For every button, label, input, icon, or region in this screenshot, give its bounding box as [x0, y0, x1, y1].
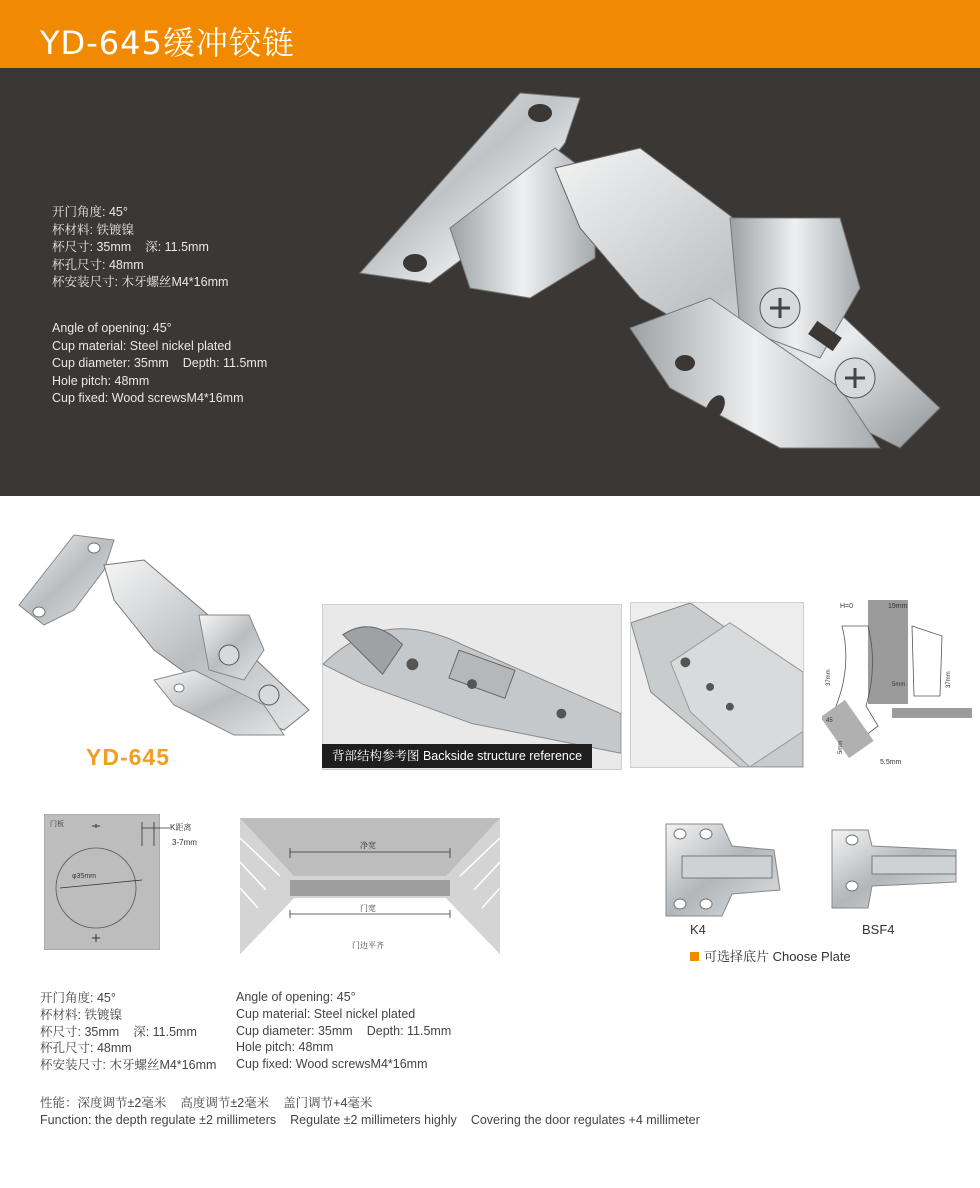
- dim-h: H=0: [840, 603, 854, 610]
- function-en: Function: the depth regulate ±2 millimeters Regulate ±2 millimeters highly Covering the door regulates +4 millimeter: [40, 1113, 700, 1127]
- side-diagram: [822, 596, 972, 772]
- hero-banner: [0, 68, 980, 496]
- dim-mid: 5mm: [892, 682, 906, 688]
- backside-caption: 背部结构参考图 Backside structure reference: [322, 744, 592, 768]
- width-flush-label: 门边平齐: [352, 941, 384, 950]
- product-hinge-image: [14, 530, 314, 750]
- width-diagram: [240, 818, 500, 954]
- dim-small: 5mm: [838, 740, 844, 754]
- hero-specs-en: Angle of opening: 45° Cup material: Steel nickel plated Cup diameter: 35mm Depth: 11.5mm Hole pitch: 48mm Cup fixed: Wood screwsM4*16mm: [52, 321, 268, 405]
- orange-square-icon: [690, 952, 699, 961]
- door-panel-label: 门板: [50, 821, 64, 828]
- dim-bottom: 5.5mm: [880, 759, 902, 766]
- hero-hinge-image: [340, 68, 960, 488]
- header-bar: [0, 0, 980, 68]
- plate-bsf4-label: BSF4: [862, 922, 895, 937]
- dim-angle: 45: [826, 718, 833, 724]
- door-k-label: K距离: [170, 823, 192, 832]
- model-label: YD-645: [86, 744, 170, 770]
- door-k-arrow: [140, 820, 170, 846]
- specs-en: Angle of opening: 45° Cup material: Steel nickel plated Cup diameter: 35mm Depth: 11.5mm Hole pitch: 48mm Cup fixed: Wood screwsM4*16mm: [236, 990, 452, 1072]
- width-door-label: 门宽: [360, 904, 376, 913]
- door-dia-label: φ35mm: [72, 873, 96, 880]
- dim-left: 37mm: [826, 669, 832, 686]
- specs-cn: 开门角度: 45° 杯材料: 铁镀镍 杯尺寸: 35mm 深: 11.5mm 杯孔尺寸: 48mm 杯安装尺寸: 木牙螺丝M4*16mm: [40, 991, 217, 1073]
- width-net-label: 净宽: [360, 841, 376, 850]
- door-range-label: 3-7mm: [172, 838, 197, 847]
- function-cn: 性能：深度调节±2毫米 高度调节±2毫米 盖门调节+4毫米: [40, 1096, 373, 1110]
- plate-k4-label: K4: [690, 922, 706, 937]
- page-title: YD-645缓冲铰链: [40, 24, 295, 62]
- dim-top: 19mm: [888, 603, 908, 610]
- plate-k4-image: [662, 820, 782, 918]
- plate-bsf4-image: [828, 826, 960, 912]
- choose-plate-label: 可选择底片 Choose Plate: [690, 946, 851, 965]
- dim-right: 37mm: [946, 671, 952, 688]
- hero-specs-cn: 开门角度: 45° 杯材料: 铁镀镍 杯尺寸: 35mm 深: 11.5mm 杯孔尺寸: 48mm 杯安装尺寸: 木牙螺丝M4*16mm: [52, 205, 229, 289]
- detail-photo: [630, 602, 804, 768]
